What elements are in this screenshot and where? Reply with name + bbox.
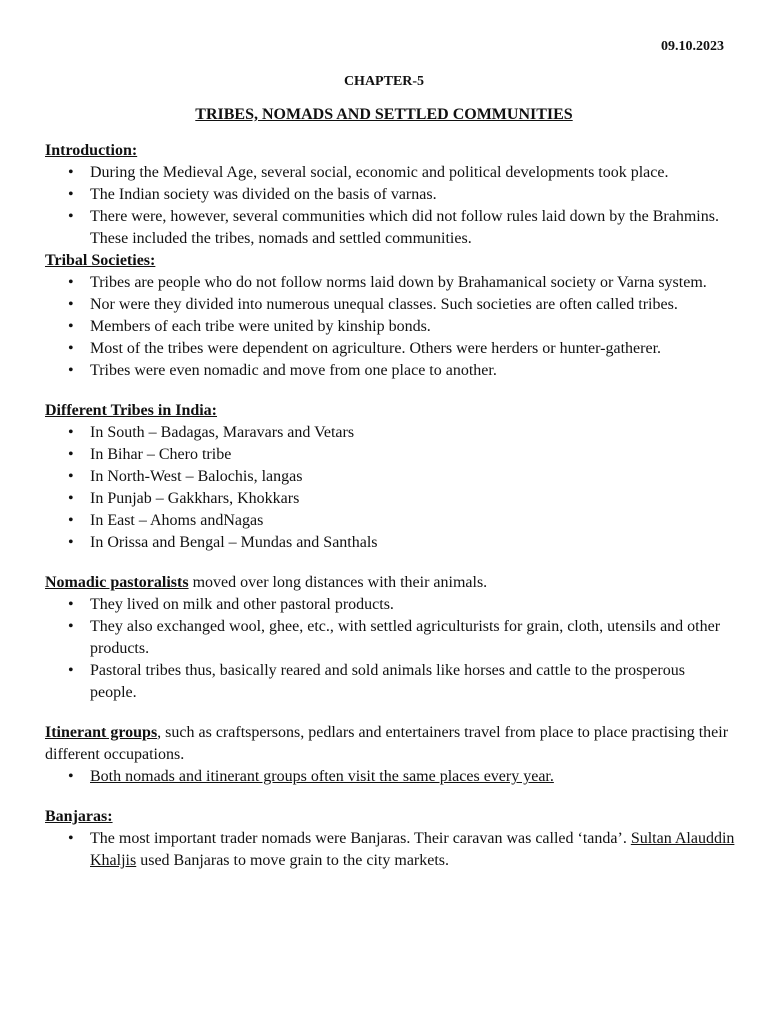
list-item: • They lived on milk and other pastoral products. xyxy=(90,594,735,616)
itinerant-list xyxy=(45,766,735,788)
list-item: • Tribes are people who do not follow norms laid down by Brahamanical society or Varna system. xyxy=(90,272,735,294)
section-heading-tribal-societies: Tribal Societies: xyxy=(45,252,156,269)
list-item xyxy=(90,766,735,788)
chapter-label: CHAPTER-5 xyxy=(343,74,425,89)
section-heading-itinerant: Itinerant groups xyxy=(45,724,158,741)
nomadic-list xyxy=(45,594,735,704)
list-item xyxy=(90,828,735,872)
list-item: • During the Medieval Age, several social, economic and political developments took place. xyxy=(90,162,735,184)
nomadic-intro-text: moved over long distances with their animals. xyxy=(188,574,488,591)
nomadic-intro xyxy=(45,572,735,594)
itinerant-item-text: Both nomads and itinerant groups often visit the same places every year. xyxy=(90,768,554,785)
list-item: • There were, however, several communities which did not follow rules laid down by the Brahmins. These included the tribes, nomads and settled communities. xyxy=(90,206,735,250)
banjaras-item-text: The most important trader nomads were Banjaras. Their caravan was called ‘tanda’. xyxy=(90,830,631,847)
section-different-tribes xyxy=(45,400,735,554)
section-heading-nomadic: Nomadic pastoralists xyxy=(45,574,189,591)
list-item: • Tribes were even nomadic and move from one place to another. xyxy=(90,360,735,382)
list-item: • Most of the tribes were dependent on agriculture. Others were herders or hunter-gatherer. xyxy=(90,338,735,360)
section-heading-introduction: Introduction: xyxy=(45,142,138,159)
list-item: • In East – Ahoms andNagas xyxy=(90,510,735,532)
section-itinerant-groups xyxy=(45,722,735,788)
section-heading-banjaras: Banjaras: xyxy=(45,808,113,825)
section-heading-different-tribes: Different Tribes in India: xyxy=(45,402,218,419)
section-banjaras xyxy=(45,806,735,872)
document-body xyxy=(45,140,735,872)
list-item: • In Orissa and Bengal – Mundas and Santhals xyxy=(90,532,735,554)
list-item: • They also exchanged wool, ghee, etc., with settled agriculturists for grain, cloth, utensils and other products. xyxy=(90,616,735,660)
list-item: • In Punjab – Gakkhars, Khokkars xyxy=(90,488,735,510)
banjaras-item-underlined: Sultan Alauddin Khaljis xyxy=(90,830,735,869)
banjaras-item-rest: used Banjaras to move grain to the city markets. xyxy=(136,852,450,869)
itinerant-intro xyxy=(45,722,735,766)
list-item: • Nor were they divided into numerous unequal classes. Such societies are often called tribes. xyxy=(90,294,735,316)
list-item: • Pastoral tribes thus, basically reared and sold animals like horses and cattle to the prosperous people. xyxy=(90,660,735,704)
banjaras-list xyxy=(45,828,735,872)
list-item: • In Bihar – Chero tribe xyxy=(90,444,735,466)
introduction-list xyxy=(45,162,735,250)
list-item: • Members of each tribe were united by kinship bonds. xyxy=(90,316,735,338)
document-date: 09.10.2023 xyxy=(661,39,724,54)
section-introduction xyxy=(45,140,735,250)
section-nomadic-pastoralists xyxy=(45,572,735,704)
document-title: TRIBES, NOMADS AND SETTLED COMMUNITIES xyxy=(195,106,573,123)
list-item: • The Indian society was divided on the basis of varnas. xyxy=(90,184,735,206)
itinerant-intro-text: , such as craftspersons, pedlars and entertainers travel from place to place practising their different occupations. xyxy=(45,724,729,763)
tribal-societies-list xyxy=(45,272,735,382)
list-item: • In North-West – Balochis, langas xyxy=(90,466,735,488)
list-item: • In South – Badagas, Maravars and Vetars xyxy=(90,422,735,444)
section-tribal-societies xyxy=(45,250,735,382)
different-tribes-list xyxy=(45,422,735,554)
